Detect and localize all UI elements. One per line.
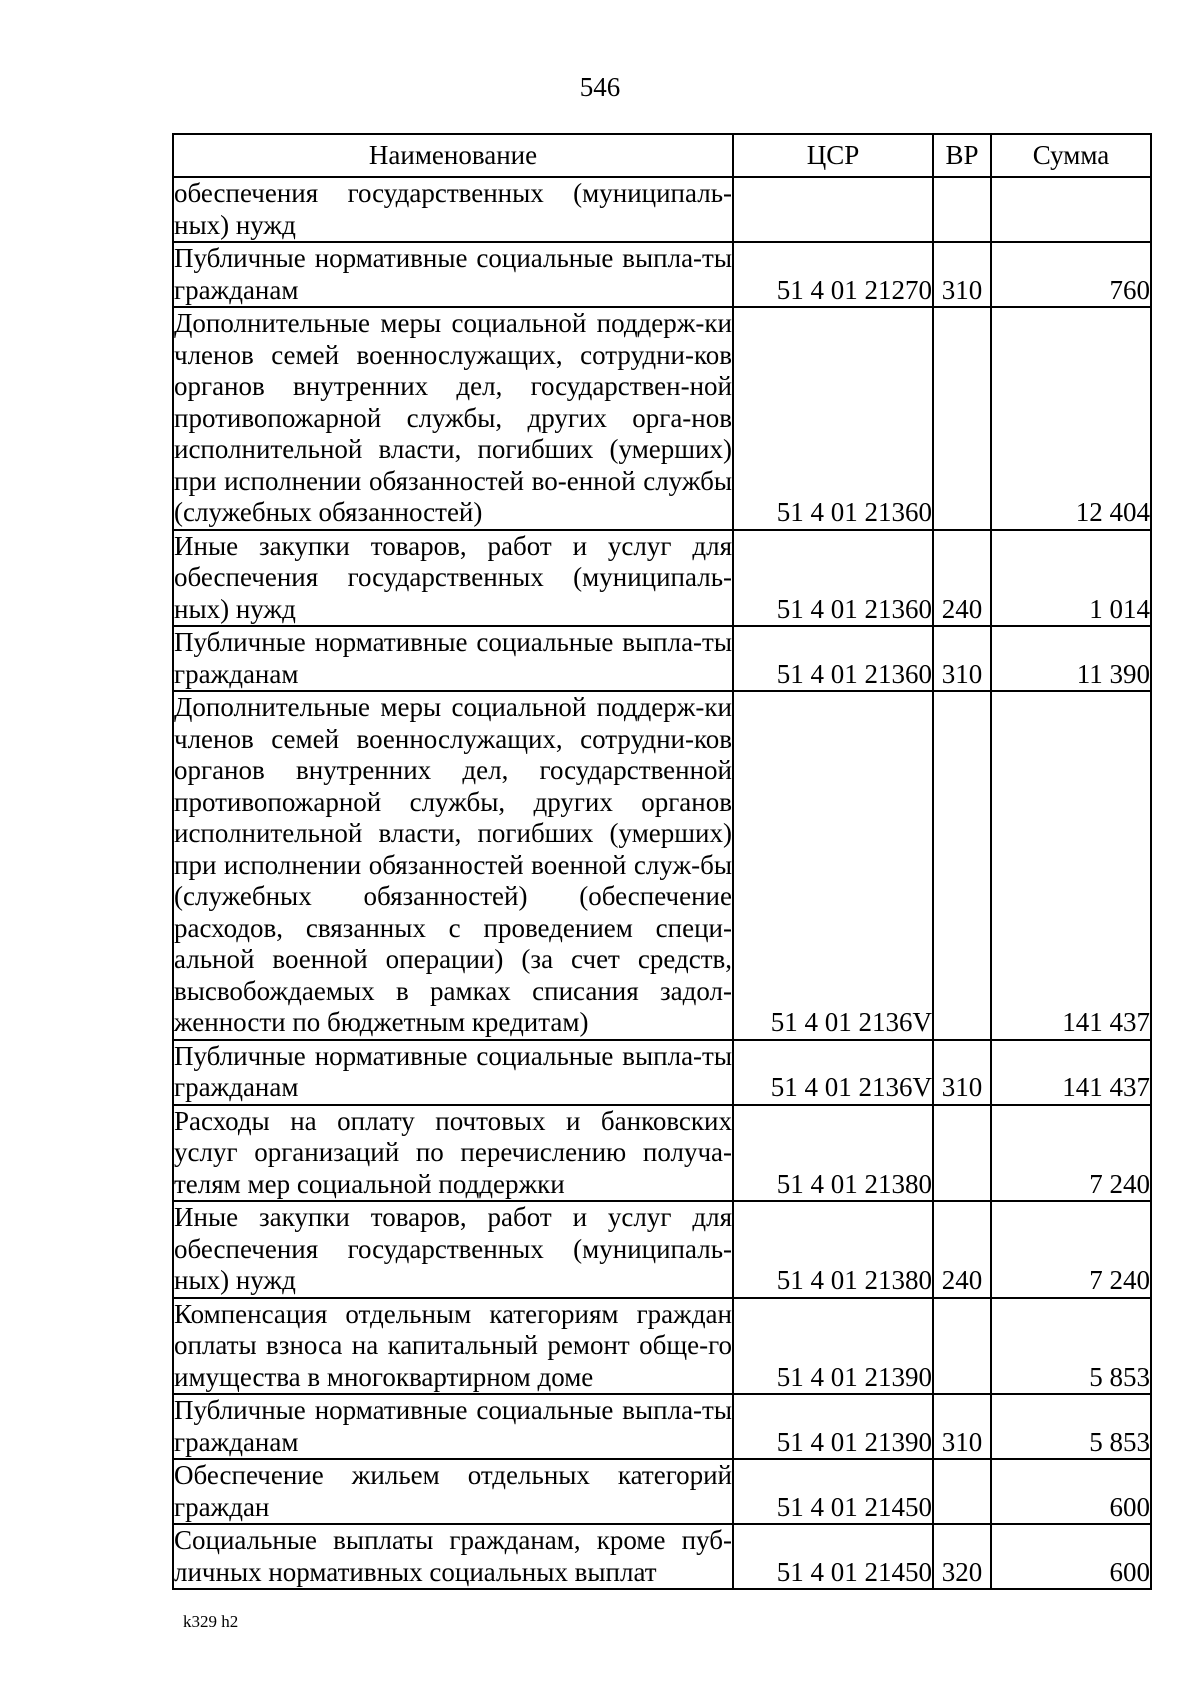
row-csr-cell: 51 4 01 21380: [733, 1105, 933, 1202]
table-row: [173, 177, 1151, 242]
table-row: [173, 1459, 1151, 1524]
header-csr: ЦСР: [733, 134, 933, 177]
table-row: [173, 691, 1151, 1040]
row-csr-cell: 51 4 01 21360: [733, 530, 933, 627]
budget-table: [172, 133, 1152, 1590]
row-csr-cell: 51 4 01 21360: [733, 307, 933, 530]
row-csr-cell: 51 4 01 2136V: [733, 1040, 933, 1105]
row-csr-cell: [733, 177, 933, 242]
row-name-cell: Социальные выплаты гражданам, кроме пуб-личных нормативных социальных выплат: [173, 1524, 733, 1589]
row-csr-cell: 51 4 01 21270: [733, 242, 933, 307]
row-vr-cell: [933, 691, 991, 1040]
header-vr: ВР: [933, 134, 991, 177]
row-name-cell: Обеспечение жильем отдельных категорий граждан: [173, 1459, 733, 1524]
table-row: [173, 530, 1151, 627]
row-sum-cell: 5 853: [991, 1298, 1151, 1395]
row-vr-cell: [933, 1105, 991, 1202]
row-sum-cell: 7 240: [991, 1105, 1151, 1202]
header-name: Наименование: [173, 134, 733, 177]
row-name-cell: Публичные нормативные социальные выпла-ты гражданам: [173, 1040, 733, 1105]
row-name-cell: Иные закупки товаров, работ и услуг для обеспечения государственных (муниципаль-ных) нужд: [173, 530, 733, 627]
row-csr-cell: 51 4 01 2136V: [733, 691, 933, 1040]
row-vr-cell: [933, 307, 991, 530]
row-vr-cell: [933, 177, 991, 242]
table-row: [173, 1040, 1151, 1105]
row-sum-cell: 1 014: [991, 530, 1151, 627]
table-row: [173, 626, 1151, 691]
table-header-row: [173, 134, 1151, 177]
row-vr-cell: [933, 1298, 991, 1395]
row-vr-cell: 240: [933, 530, 991, 627]
row-csr-cell: 51 4 01 21450: [733, 1459, 933, 1524]
row-name-cell: обеспечения государственных (муниципаль-ных) нужд: [173, 177, 733, 242]
row-sum-cell: 11 390: [991, 626, 1151, 691]
row-vr-cell: 240: [933, 1201, 991, 1298]
row-name-cell: Дополнительные меры социальной поддерж-ки членов семей военнослужащих, сотрудни-ков органов внутренних дел, государственной противопожарной службы, других органов исполнительной власти, погибших (умерших) при исполнении обязанностей военной служ-бы (служебных обязанностей) (обеспечение расходов, связанных с проведением специ-альной военной операции) (за счет средств, высвобождаемых в рамках списания задол-женности по бюджетным кредитам): [173, 691, 733, 1040]
table-row: [173, 1201, 1151, 1298]
table-row: [173, 1524, 1151, 1589]
table-row: [173, 1105, 1151, 1202]
row-csr-cell: 51 4 01 21450: [733, 1524, 933, 1589]
row-csr-cell: 51 4 01 21390: [733, 1394, 933, 1459]
row-csr-cell: 51 4 01 21390: [733, 1298, 933, 1395]
row-name-cell: Публичные нормативные социальные выпла-ты гражданам: [173, 1394, 733, 1459]
row-sum-cell: 5 853: [991, 1394, 1151, 1459]
row-sum-cell: [991, 177, 1151, 242]
row-vr-cell: 310: [933, 1040, 991, 1105]
row-name-cell: Расходы на оплату почтовых и банковских услуг организаций по перечислению получа-телям мер социальной поддержки: [173, 1105, 733, 1202]
row-sum-cell: 600: [991, 1459, 1151, 1524]
row-sum-cell: 600: [991, 1524, 1151, 1589]
row-name-cell: Иные закупки товаров, работ и услуг для обеспечения государственных (муниципаль-ных) нужд: [173, 1201, 733, 1298]
row-name-cell: Публичные нормативные социальные выпла-ты гражданам: [173, 242, 733, 307]
row-csr-cell: 51 4 01 21360: [733, 626, 933, 691]
table-row: [173, 307, 1151, 530]
row-vr-cell: 320: [933, 1524, 991, 1589]
row-name-cell: Публичные нормативные социальные выпла-ты гражданам: [173, 626, 733, 691]
row-sum-cell: 7 240: [991, 1201, 1151, 1298]
row-name-cell: Компенсация отдельным категориям граждан оплаты взноса на капитальный ремонт обще-го имущества в многоквартирном доме: [173, 1298, 733, 1395]
row-sum-cell: 760: [991, 242, 1151, 307]
row-vr-cell: 310: [933, 1394, 991, 1459]
row-sum-cell: 141 437: [991, 691, 1151, 1040]
row-vr-cell: 310: [933, 626, 991, 691]
header-sum: Сумма: [991, 134, 1151, 177]
row-sum-cell: 141 437: [991, 1040, 1151, 1105]
row-vr-cell: [933, 1459, 991, 1524]
footer-code: k329 h2: [183, 1612, 239, 1631]
page-number: 546: [579, 72, 621, 102]
table-row: [173, 242, 1151, 307]
table-body: [173, 177, 1151, 1589]
row-name-cell: Дополнительные меры социальной поддерж-ки членов семей военнослужащих, сотрудни-ков органов внутренних дел, государствен-ной противопожарной службы, других орга-нов исполнительной власти, погибших (умерших) при исполнении обязанностей во-енной службы (служебных обязанностей): [173, 307, 733, 530]
table-row: [173, 1394, 1151, 1459]
row-csr-cell: 51 4 01 21380: [733, 1201, 933, 1298]
row-vr-cell: 310: [933, 242, 991, 307]
row-sum-cell: 12 404: [991, 307, 1151, 530]
table-row: [173, 1298, 1151, 1395]
